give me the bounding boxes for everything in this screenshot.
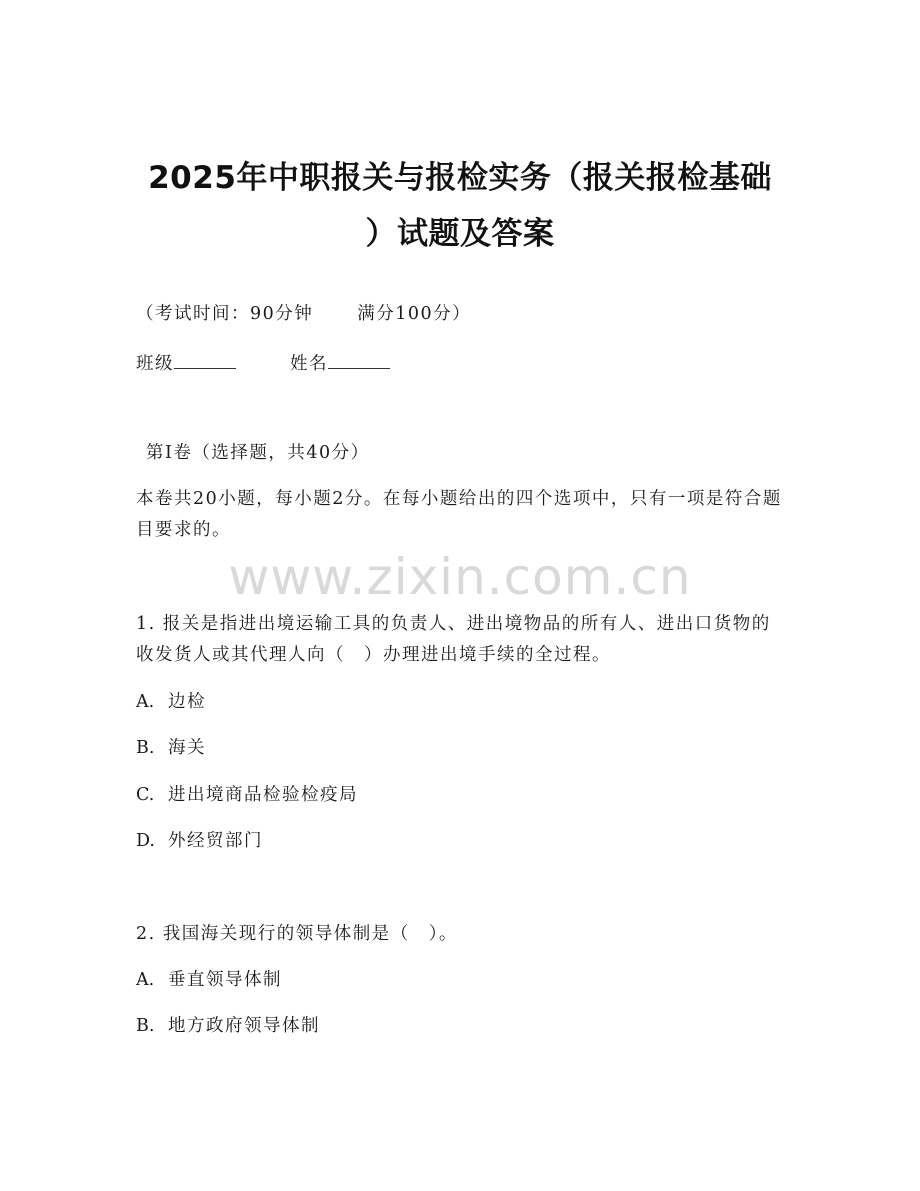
option-text: 垂直领导体制 (168, 970, 282, 990)
student-info (136, 350, 390, 376)
exam-info (136, 302, 471, 326)
option-letter: B. (136, 1016, 155, 1036)
question-1-option-b (136, 736, 206, 760)
section-instructions: 本卷共20小题，每小题2分。在每小题给出的四个选项中，只有一项是符合题目要求的。 (136, 489, 782, 540)
question-2-option-b (136, 1014, 320, 1038)
option-letter: A. (136, 692, 155, 712)
title-line-1: 2025年中职报关与报检实务（报关报检基础 (148, 160, 772, 196)
document-title (120, 150, 800, 262)
question-1-option-a (136, 690, 206, 714)
exam-time: （考试时间：90分钟 (136, 304, 314, 324)
title-line-2: ）试题及答案 (365, 216, 555, 252)
name-label: 姓名 (290, 354, 328, 374)
question-1-option-d (136, 829, 263, 853)
option-text: 边检 (168, 692, 206, 712)
option-text: 海关 (168, 738, 206, 758)
class-blank (174, 350, 236, 369)
option-text: 地方政府领导体制 (168, 1016, 320, 1036)
section-heading: 第I卷（选择题，共40分） (146, 443, 370, 463)
watermark: www.zixin.com.cn (228, 548, 692, 606)
option-letter: B. (136, 738, 155, 758)
question-1-text: 1. 报关是指进出境运输工具的负责人、进出境物品的所有人、进出口货物的收发货人或其代理人向（ ）办理进出境手续的全过程。 (136, 614, 771, 665)
question-2-option-a (136, 968, 282, 992)
option-text: 进出境商品检验检疫局 (168, 785, 358, 805)
full-score: 满分100分） (357, 304, 472, 324)
option-letter: D. (136, 831, 155, 851)
option-letter: A. (136, 970, 155, 990)
question-2-text: 2. 我国海关现行的领导体制是（ ）。 (136, 924, 459, 944)
class-label: 班级 (136, 354, 174, 374)
option-text: 外经贸部门 (168, 831, 263, 851)
question-1-option-c (136, 783, 358, 807)
name-blank (328, 350, 390, 369)
option-letter: C. (136, 785, 155, 805)
